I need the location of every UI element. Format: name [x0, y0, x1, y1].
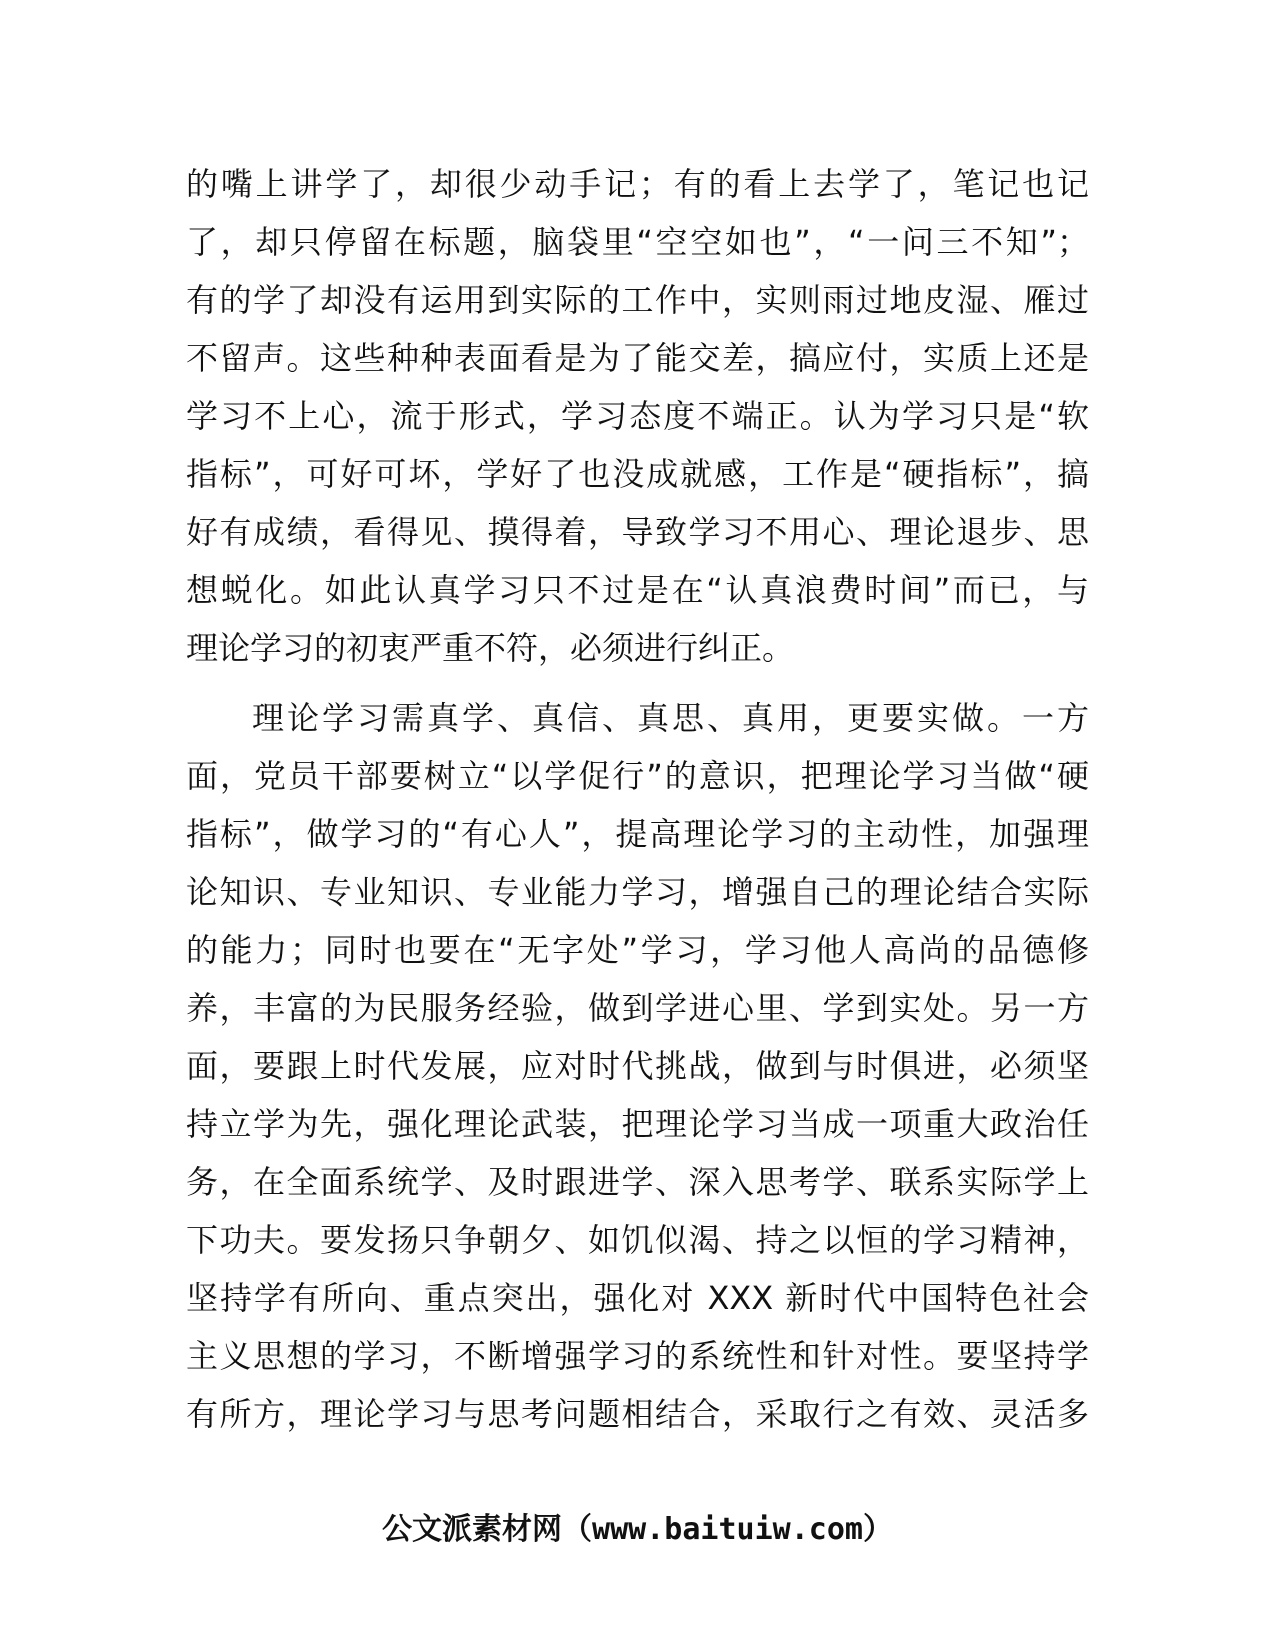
paragraph-2	[186, 689, 1089, 1443]
text-line: 好有成绩，看得见、摸得着，导致学习不用心、理论退步、思	[186, 513, 1089, 551]
text-line: 学习不上心，流于形式，学习态度不端正。认为学习只是“软	[186, 397, 1089, 435]
footer-url: www.baituiw.com	[592, 1512, 863, 1547]
text-line: 了，却只停留在标题，脑袋里“空空如也”，“一问三不知”；	[186, 223, 1089, 261]
text-line: 指标”，可好可坏，学好了也没成就感，工作是“硬指标”，搞	[186, 455, 1089, 493]
document-body	[186, 155, 1089, 1443]
text-line: 有的学了却没有运用到实际的工作中，实则雨过地皮湿、雁过	[186, 281, 1089, 319]
text-line: 务，在全面系统学、及时跟进学、深入思考学、联系实际学上	[186, 1163, 1089, 1201]
footer-close-paren: ）	[862, 1512, 893, 1547]
text-line: 论知识、专业知识、专业能力学习，增强自己的理论结合实际	[186, 873, 1089, 911]
text-line: 不留声。这些种种表面看是为了能交差，搞应付，实质上还是	[186, 339, 1089, 377]
footer-site-name: 公文派素材网	[382, 1512, 563, 1547]
text-line-first: 理论学习需真学、真信、真思、真用，更要实做。一方	[252, 699, 1089, 737]
text-line: 指标”，做学习的“有心人”，提高理论学习的主动性，加强理	[186, 815, 1089, 853]
text-line: 养，丰富的为民服务经验，做到学进心里、学到实处。另一方	[186, 989, 1089, 1027]
text-line: 有所方，理论学习与思考问题相结合，采取行之有效、灵活多	[186, 1395, 1089, 1433]
paragraph-1	[186, 155, 1089, 677]
text-line: 的嘴上讲学了，却很少动手记；有的看上去学了，笔记也记	[186, 165, 1089, 203]
text-line: 下功夫。要发扬只争朝夕、如饥似渴、持之以恒的学习精神，	[186, 1221, 1089, 1259]
page-footer	[0, 1510, 1275, 1550]
text-line: 主义思想的学习，不断增强学习的系统性和针对性。要坚持学	[186, 1337, 1089, 1375]
footer-open-paren: （	[562, 1512, 593, 1547]
text-line: 坚持学有所向、重点突出，强化对 XXX 新时代中国特色社会	[186, 1279, 1089, 1317]
text-line: 的能力；同时也要在“无字处”学习，学习他人高尚的品德修	[186, 931, 1089, 969]
text-line: 面，党员干部要树立“以学促行”的意识，把理论学习当做“硬	[186, 757, 1089, 795]
text-line: 理论学习的初衷严重不符，必须进行纠正。	[186, 629, 795, 667]
text-line: 面，要跟上时代发展，应对时代挑战，做到与时俱进，必须坚	[186, 1047, 1089, 1085]
text-line: 持立学为先，强化理论武装，把理论学习当成一项重大政治任	[186, 1105, 1089, 1143]
text-line: 想蜕化。如此认真学习只不过是在“认真浪费时间”而已，与	[186, 571, 1089, 609]
